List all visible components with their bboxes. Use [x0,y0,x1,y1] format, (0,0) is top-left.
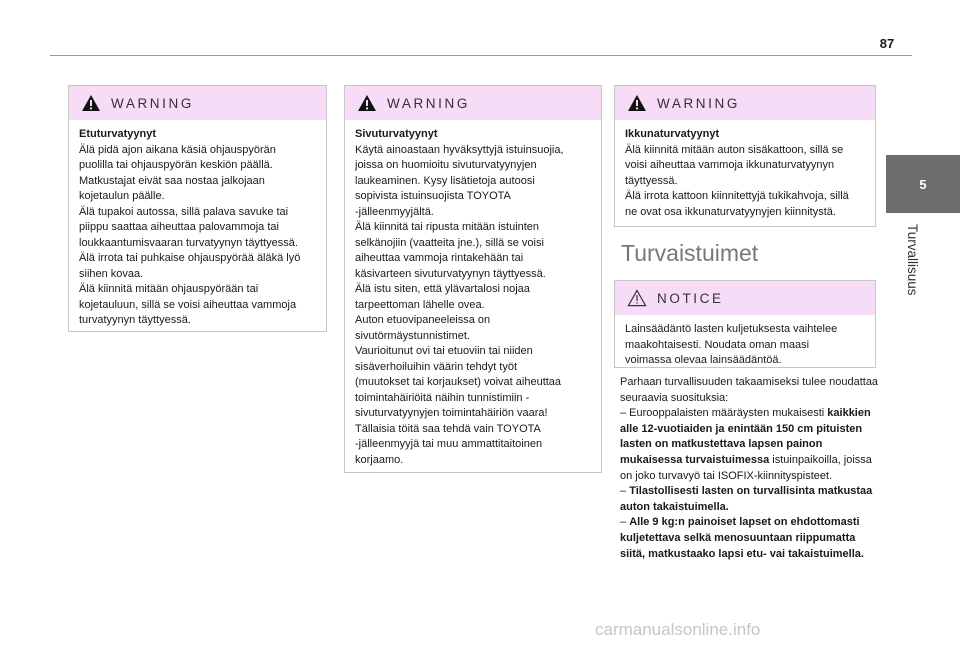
warning-box-airbags-side [344,85,602,473]
body-item-2-dash: – [620,485,630,498]
notice-header [615,281,875,315]
body-item-1-bold: kaikkien alle 12-vuotiaiden ja enintään 150 cm pituisten lasten on matkustettava lapsen painon mukaisessa turvaistuimessa [620,407,871,466]
warning-box-airbags-front [68,85,327,332]
body-item-3-dash: – [620,516,630,529]
section-heading: Turvaistuimet [621,240,759,266]
top-divider [50,55,912,56]
warning-triangle-icon [81,94,101,112]
chapter-tab-number: 5 [919,176,927,192]
warning-title: Sivuturvatyynyt [355,128,438,140]
warning-triangle-icon [627,94,647,112]
body-item-3 [620,515,882,562]
body-item-2-bold: Tilastollisesti lasten on turvallisinta matkustaa auton takaistuimella. [620,485,873,513]
body-item-1-prefix: – Eurooppalaisten määräysten mukaisesti [620,407,828,420]
chapter-tab[interactable] [886,155,960,213]
warning-title: Ikkunaturvatyynyt [625,128,720,140]
body-item-1-suffix: istuinpaikoilla, joissa on joko turvavyö tai ISOFIX-kiinnityspisteet. [620,453,872,482]
body-item-1 [620,406,882,484]
warning-header [615,86,875,120]
notice-triangle-icon [627,289,647,307]
page-number: 87 [879,36,895,51]
warning-text: Käytä ainoastaan hyväksyttyjä istuinsuojia, joissa on huomioitu sivuturvatyynyjen laukeaminen. Kysy lisätietoja autoosi sopivista istuinsuojista TOYOTA -jälleenmyyjältä. Älä kiinnitä tai ripusta mitään istuinten selkänojiin (vaatteita jne.), sillä se voisi aiheuttaa vammoja rintakehään tai käsivarteen sivuturvatyynyn täyttyessä. Älä istu siten, että ylävartalosi nojaa tarpeettoman lähelle ovea. Auton etuovipaneeleissa on sivutörmäystunnistimet. Vaurioitunut ovi tai etuoviin tai niiden sisäverhoiluihin väärin tehdyt työt (muutokset tai korjaukset) voivat aiheuttaa toimintahäiriöitä näihin tunnistimiin - sivuturvatyynyjen toimintahäiriön vaara! Tällaisia töitä saa tehdä vain TOYOTA -jälleenmyyjä tai muu ammattitaitoinen korjaamo. [355,143,564,466]
notice-box [614,280,876,368]
body-item-2 [620,484,882,515]
warning-triangle-icon [357,94,377,112]
warning-header [69,86,326,120]
warning-header [345,86,601,120]
watermark: carmanualsonline.info [595,620,761,639]
chapter-label: Turvallisuus [905,224,920,296]
warning-label: WARNING [387,95,470,111]
notice-label: NOTICE [657,290,724,306]
warning-text: Älä kiinnitä mitään auton sisäkattoon, sillä se voisi aiheuttaa vammoja ikkunaturvatyynyn täyttyessä. Älä irrota kattoon kiinnitettyjä tukikahvoja, sillä ne ovat osa ikkunaturvatyynyjen kiinnitystä. [625,143,849,218]
body-item-3-bold: Alle 9 kg:n painoiset lapset on ehdottomasti kuljetettava selkä menosuuntaan riippumatta siitä, matkustaako lapsi etu- vai takaistuimella. [620,516,864,560]
notice-text: Lainsäädäntö lasten kuljetuksesta vaihtelee maakohtaisesti. Noudata oman maasi voimassa olevaa lainsäädäntöä. [625,323,838,366]
body-intro: Parhaan turvallisuuden takaamiseksi tulee noudattaa seuraavia suosituksia: [620,376,879,404]
warning-label: WARNING [657,95,740,111]
warning-text: Älä pidä ajon aikana käsiä ohjauspyörän puolilla tai ohjauspyörän keskiön päällä. Matkustajat eivät saa nostaa jalkojaan kojetaulun päälle. Älä tupakoi autossa, sillä palava savuke tai piippu saattaa aiheuttaa palovammoja tai loukkaantumisvaaran turvatyynyn täyttyessä. Älä irrota tai puhkaise ohjauspyörää äläkä lyö siihen kovaa. Älä kiinnitä mitään ohjauspyörään tai kojetauluun, sillä se voisi aiheuttaa vammoja turvatyynyn täyttyessä. [79,143,301,326]
warning-label: WARNING [111,95,194,111]
warning-title: Etuturvatyynyt [79,128,157,140]
body-text [620,375,882,562]
warning-box-airbags-curtain [614,85,876,227]
